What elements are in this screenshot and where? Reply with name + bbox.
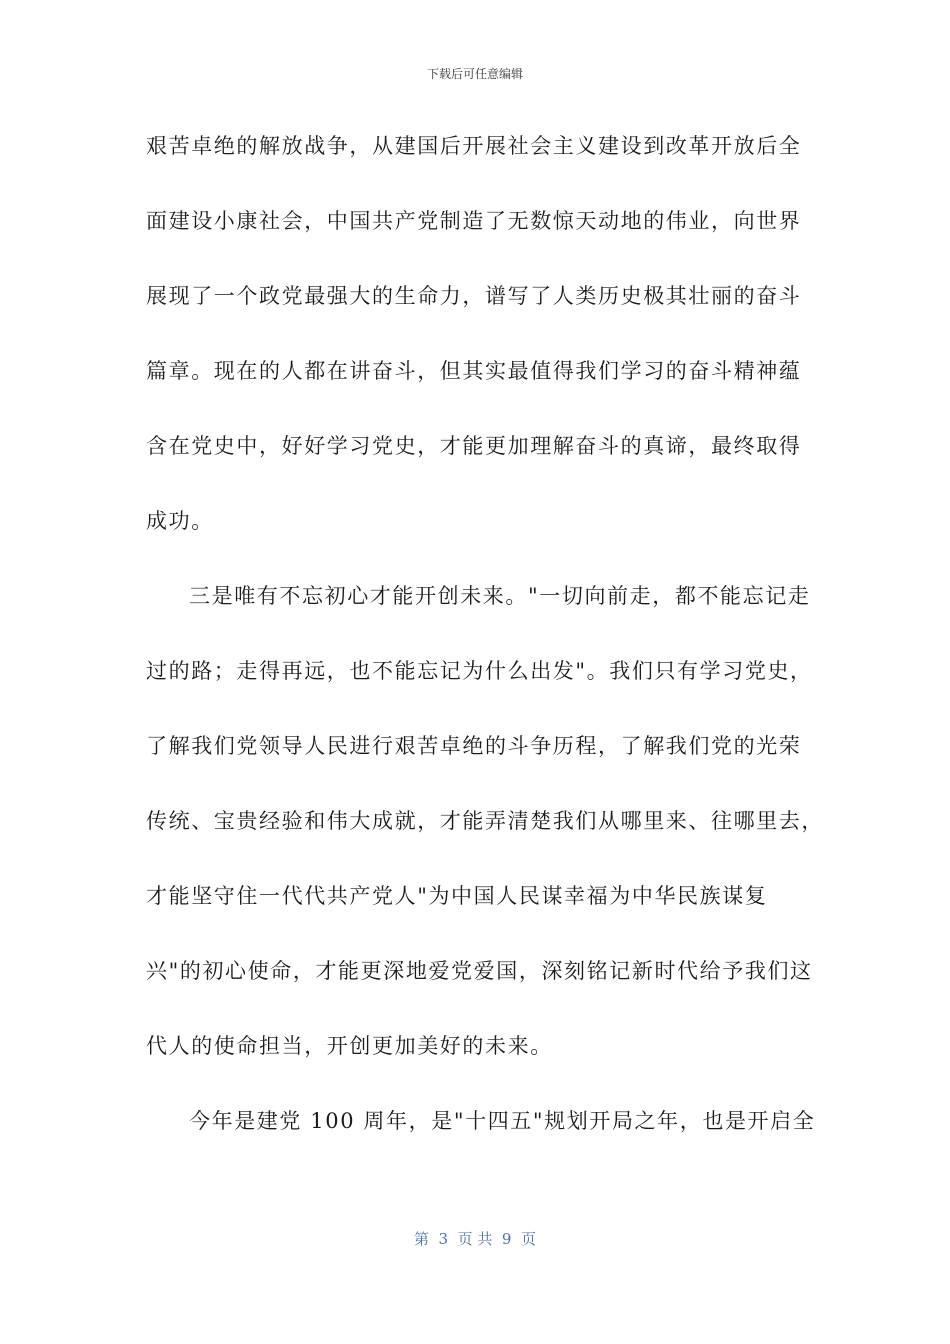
text-line: 面建设小康社会，中国共产党制造了无数惊天动地的伟业，向世界 <box>146 209 802 233</box>
text-line: 艰苦卓绝的解放战争，从建国后开展社会主义建设到改革开放后全 <box>146 134 802 158</box>
page-number-footer: 第 3 页 共 9 页 <box>414 1230 536 1248</box>
text-line: 传统、宝贵经验和伟大成就，才能弄清楚我们从哪里来、往哪里去， <box>146 809 824 833</box>
text-line: 展现了一个政党最强大的生命力，谱写了人类历史极其壮丽的奋斗 <box>146 284 802 308</box>
text-line: 兴"的初心使命，才能更深地爱党爱国，深刻铭记新时代给予我们这 <box>146 959 813 983</box>
text-line: 成功。 <box>146 509 214 533</box>
text-line: 了解我们党领导人民进行艰苦卓绝的斗争历程，了解我们党的光荣 <box>146 734 802 758</box>
text-line: 过的路；走得再远，也不能忘记为什么出发"。我们只有学习党史， <box>146 659 813 683</box>
text-line: 才能坚守住一代代共产党人"为中国人民谋幸福为中华民族谋复 <box>146 884 768 908</box>
text-line: 今年是建党 100 周年，是"十四五"规划开局之年，也是开启全 <box>189 1109 816 1133</box>
page-header: 下载后可任意编辑 <box>426 67 523 81</box>
text-line: 三是唯有不忘初心才能开创未来。"一切向前走，都不能忘记走 <box>189 584 811 608</box>
text-line: 篇章。现在的人都在讲奋斗，但其实最值得我们学习的奋斗精神蕴 <box>146 359 802 383</box>
text-line: 含在党史中，好好学习党史，才能更加理解奋斗的真谛，最终取得 <box>146 434 802 458</box>
text-line: 代人的使命担当，开创更加美好的未来。 <box>146 1034 553 1058</box>
